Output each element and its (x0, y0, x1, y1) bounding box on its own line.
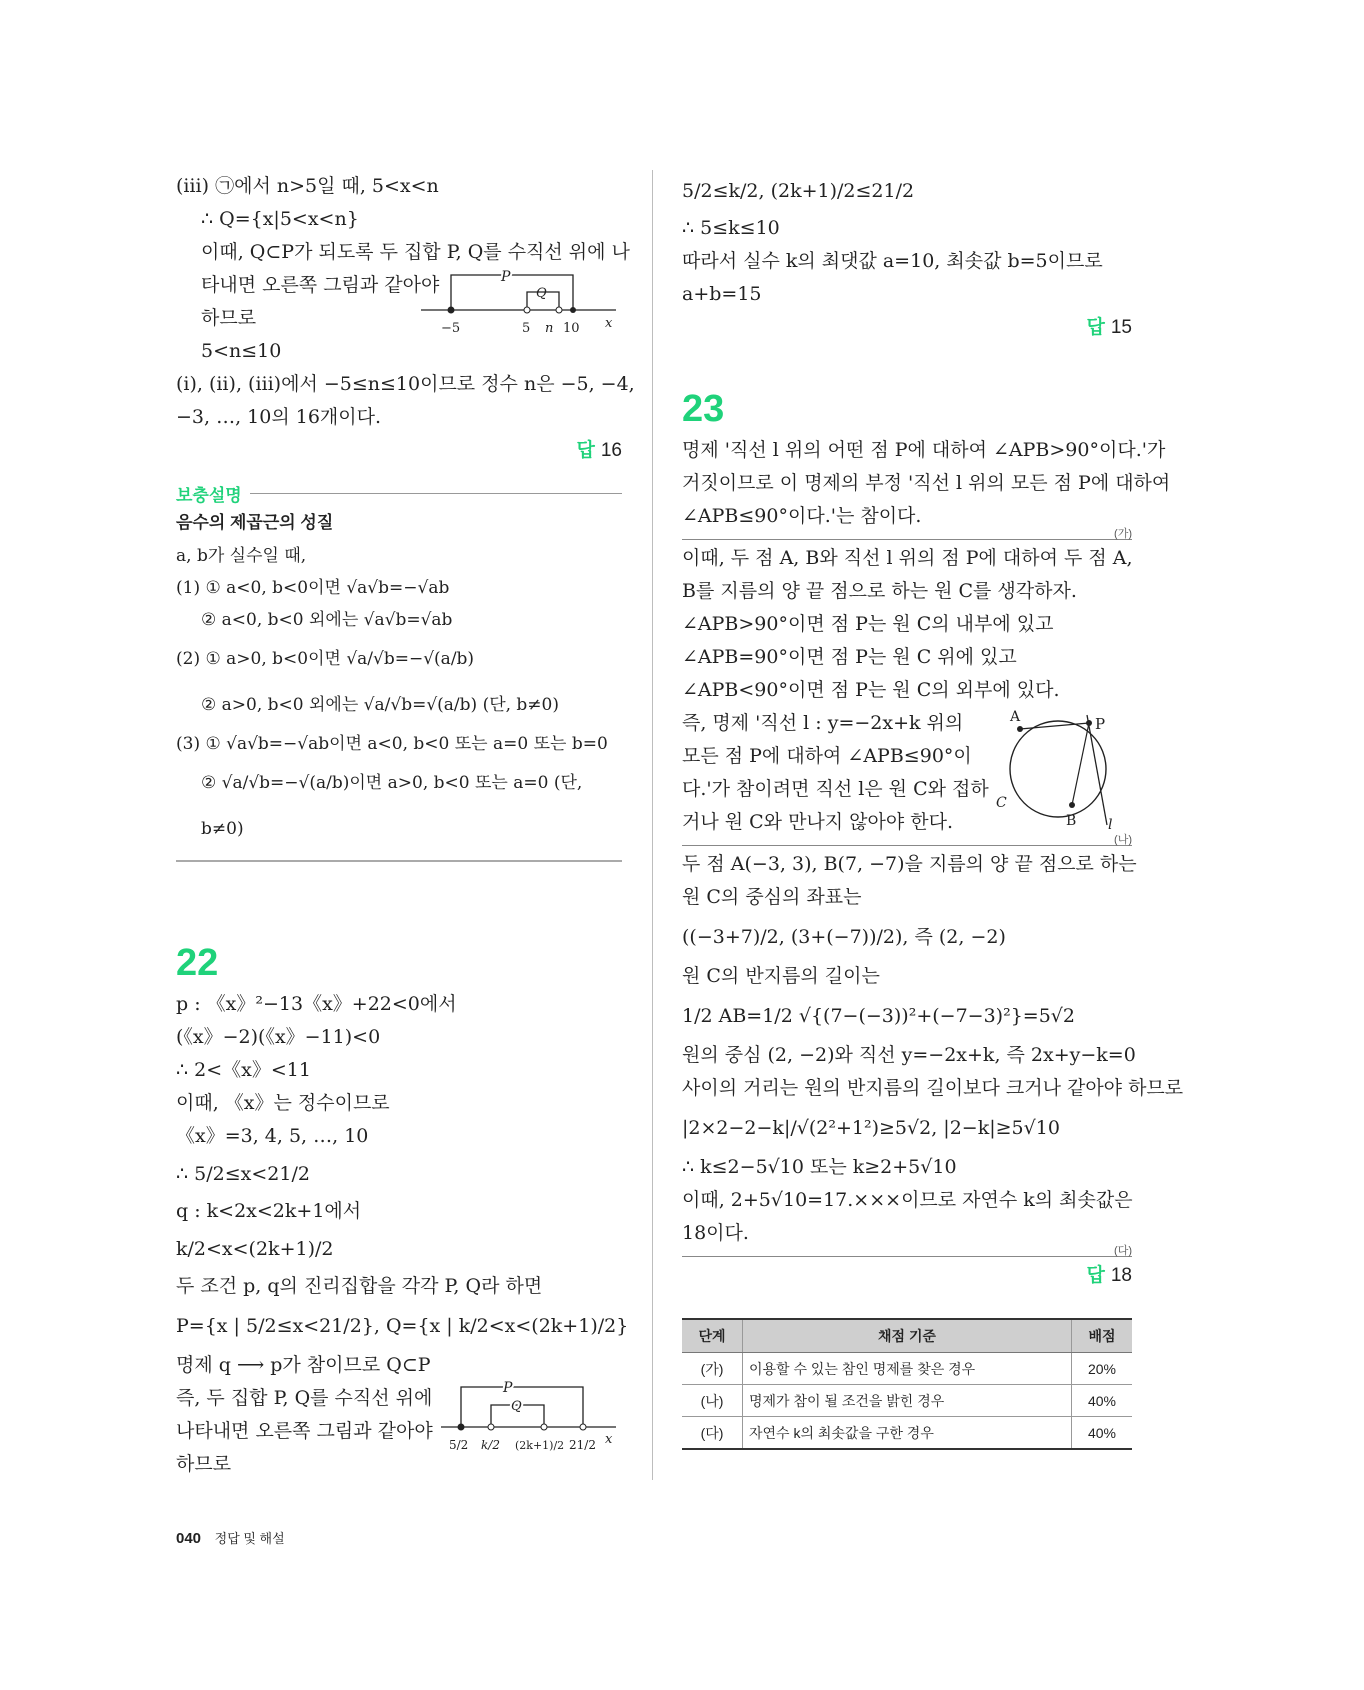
answer-label: 답 (1086, 317, 1105, 338)
text-line: 5/2≤k/2, (2k+1)/2≤21/2 (682, 180, 915, 202)
fig2-label-d: 21/2 (569, 1438, 596, 1452)
answer-value: 18 (1110, 1265, 1132, 1286)
table-cell-step: (나) (682, 1385, 743, 1417)
number-line-figure-1 (421, 265, 621, 345)
text-line: 이때, Q⊂P가 되도록 두 집합 P, Q를 수직선 위에 나 (201, 241, 630, 263)
marker-na: (나) (1114, 834, 1132, 846)
right-column (682, 170, 1184, 1450)
supp-line: ② a>0, b<0 외에는 √a/√b=√(a/b) (단, b≠0) (201, 695, 559, 715)
text-line: 즉, 명제 '직선 l : y=−2x+k 위의 (682, 712, 964, 734)
table-header: 채점 기준 (743, 1319, 1072, 1353)
fig1-label-n: n (545, 321, 554, 336)
text-line: 거짓이므로 이 명제의 부정 '직선 l 위의 모든 점 P에 대하여 (682, 472, 1171, 494)
answer-21 (176, 434, 622, 467)
marker-rule-da (682, 1245, 1132, 1257)
fig1-label-P: P (501, 269, 511, 285)
text-line: 나타내면 오른쪽 그림과 같아야 (176, 1420, 433, 1442)
text-line: (《x》−2)(《x》−11)<0 (176, 1026, 381, 1048)
scoring-table (682, 1318, 1132, 1450)
text-line: 즉, 두 집합 P, Q를 수직선 위에 (176, 1387, 433, 1409)
table-cell-step: (다) (682, 1417, 743, 1450)
fig3-label-l: l (1108, 817, 1113, 833)
text-line: k/2<x<(2k+1)/2 (176, 1238, 334, 1260)
table-cell-criterion: 이용할 수 있는 참인 명제를 찾은 경우 (743, 1353, 1072, 1385)
fig3-label-C: C (996, 795, 1007, 811)
supp-line: (2) ① a>0, b<0이면 √a/√b=−√(a/b) (176, 649, 475, 669)
problem21-case-iii (176, 170, 630, 368)
text-line: 1/2 AB=1/2 √{(7−(−3))²+(−7−3)²}=5√2 (682, 1005, 1075, 1027)
marker-rule-na (682, 834, 1132, 846)
text-line: ∴ 5/2≤x<21/2 (176, 1163, 310, 1185)
table-cell-score: 40% (1072, 1417, 1133, 1450)
fig3-label-B: B (1066, 813, 1077, 829)
text-line: ∠APB=90°이면 점 P는 원 C 위에 있고 (682, 646, 1017, 668)
fig2-label-Q: Q (511, 1399, 522, 1414)
text-line: a+b=15 (682, 283, 762, 305)
supp-line: ② √a/√b=−√(a/b)이면 a>0, b<0 또는 a=0 (단, b≠0) (201, 773, 583, 839)
text-line: 원 C의 중심의 좌표는 (682, 886, 862, 908)
text-line: ∴ 5≤k≤10 (682, 217, 780, 239)
table-cell-criterion: 자연수 k의 최솟값을 구한 경우 (743, 1417, 1072, 1450)
table-header: 단계 (682, 1319, 743, 1353)
answer-23 (682, 1259, 1132, 1292)
supp-line: (1) ① a<0, b<0이면 √a√b=−√ab (176, 578, 450, 598)
text-line: B를 지름의 양 끝 점으로 하는 원 C를 생각하자. (682, 580, 1077, 602)
text-line: 하므로 (201, 307, 257, 329)
fig1-label-Q: Q (536, 286, 547, 301)
supplement-title: 음수의 제곱근의 성질 (176, 513, 334, 532)
page-number: 040 (176, 1530, 202, 1547)
number-line-figure-2 (441, 1377, 621, 1477)
text-line: 18이다. (682, 1222, 749, 1244)
text-line: ∴ 2<《x》<11 (176, 1059, 311, 1081)
problem-number-22: 22 (176, 942, 219, 984)
table-header-row (682, 1319, 1132, 1353)
problem22-figure-block (176, 1349, 622, 1481)
text-line: 모든 점 P에 대하여 ∠APB≤90°이 (682, 745, 972, 767)
fig1-label-x: x (605, 316, 613, 331)
answer-value: 16 (600, 440, 622, 461)
supplement-label: 보충설명 (176, 486, 242, 505)
text-line: 타내면 오른쪽 그림과 같아야 (201, 274, 440, 296)
table-row (682, 1417, 1132, 1450)
supplement-rule (250, 493, 622, 494)
supplement-header (176, 481, 622, 506)
text-line: 명제 q ⟶ p가 참이므로 Q⊂P (176, 1354, 431, 1376)
table-cell-score: 20% (1072, 1353, 1133, 1385)
fig1-label-10: 10 (563, 321, 580, 336)
problem-number-23: 23 (682, 388, 725, 430)
text-line: ∠APB≤90°이다.'는 참이다. (682, 505, 922, 527)
text-line: ((−3+7)/2, (3+(−7))/2), 즉 (2, −2) (682, 926, 1006, 948)
table-header: 배점 (1072, 1319, 1133, 1353)
text-line: (ⅰ), (ⅱ), (ⅲ)에서 −5≤n≤10이므로 정수 n은 −5, −4, (176, 373, 635, 395)
table-row (682, 1353, 1132, 1385)
text-line: −3, …, 10의 16개이다. (176, 406, 382, 428)
table-row (682, 1385, 1132, 1417)
answer-label: 답 (1086, 1265, 1105, 1286)
fig2-label-b: k/2 (481, 1438, 500, 1452)
text-line: ∠APB<90°이면 점 P는 원 C의 외부에 있다. (682, 679, 1060, 701)
fig2-label-a: 5/2 (449, 1438, 469, 1452)
answer-value: 15 (1110, 317, 1132, 338)
fig2-label-x: x (605, 1432, 613, 1447)
text-line: q : k<2x<2k+1에서 (176, 1200, 362, 1222)
table-cell-step: (가) (682, 1353, 743, 1385)
text-line: 원 C의 반지름의 길이는 (682, 965, 880, 987)
fig1-label-5: 5 (522, 321, 531, 336)
left-column (176, 170, 635, 1481)
text-line: P={x | 5/2≤x<21/2}, Q={x | k/2<x<(2k+1)/2} (176, 1315, 629, 1337)
supp-line: ② a<0, b<0 외에는 √a√b=√ab (201, 610, 453, 630)
text-line: 거나 원 C와 만나지 않아야 한다. (682, 811, 954, 833)
marker-da: (다) (1114, 1245, 1132, 1257)
text-line: 5<n≤10 (201, 340, 282, 362)
column-divider (652, 170, 653, 1480)
text-line: 두 점 A(−3, 3), B(7, −7)을 지름의 양 끝 점으로 하는 (682, 853, 1137, 875)
problem23-figure-block (682, 707, 1132, 839)
fig3-label-A: A (1010, 709, 1021, 725)
text-line: ∴ Q={x|5<x<n} (201, 208, 359, 230)
table-cell-score: 40% (1072, 1385, 1133, 1417)
text-line: 사이의 거리는 원의 반지름의 길이보다 크거나 같아야 하므로 (682, 1077, 1184, 1099)
text-line: 하므로 (176, 1453, 232, 1475)
marker-rule-ga (682, 528, 1132, 540)
text-line: 다.'가 참이려면 직선 l은 원 C와 접하 (682, 778, 989, 800)
supp-line: a, b가 실수일 때, (176, 546, 307, 566)
fig2-label-P: P (503, 1380, 513, 1396)
text-line: ∠APB>90°이면 점 P는 원 C의 내부에 있고 (682, 613, 1054, 635)
text-line: p : 《x》²−13《x》+22<0에서 (176, 993, 457, 1015)
answer-22 (682, 311, 1132, 344)
text-line: |2×2−2−k|/√(2²+1²)≥5√2, |2−k|≥5√10 (682, 1117, 1060, 1139)
page-footer (176, 1528, 285, 1547)
fig2-label-c: (2k+1)/2 (515, 1439, 565, 1452)
marker-ga: (가) (1114, 528, 1132, 540)
answer-label: 답 (576, 440, 595, 461)
text-line: 《x》=3, 4, 5, …, 10 (176, 1125, 369, 1147)
fig3-label-P: P (1095, 715, 1106, 733)
text-line: ∴ k≤2−5√10 또는 k≥2+5√10 (682, 1156, 957, 1178)
fig1-label-m5: −5 (441, 321, 461, 336)
text-line: 두 조건 p, q의 진리집합을 각각 P, Q라 하면 (176, 1275, 543, 1297)
footer-text: 정답 및 해설 (214, 1531, 285, 1546)
text-line: 이때, 두 점 A, B와 직선 l 위의 점 P에 대하여 두 점 A, (682, 547, 1133, 569)
table-cell-criterion: 명제가 참이 될 조건을 밝힌 경우 (743, 1385, 1072, 1417)
circle-tangent-figure (992, 707, 1132, 837)
text-line: 원의 중심 (2, −2)와 직선 y=−2x+k, 즉 2x+y−k=0 (682, 1044, 1136, 1066)
text-line: 이때, 2+5√10=17.×××이므로 자연수 k의 최솟값은 (682, 1189, 1133, 1211)
text-line: 명제 '직선 l 위의 어떤 점 P에 대하여 ∠APB>90°이다.'가 (682, 439, 1166, 461)
text-line: 따라서 실수 k의 최댓값 a=10, 최솟값 b=5이므로 (682, 250, 1103, 272)
text-line: 이때, 《x》는 정수이므로 (176, 1092, 390, 1114)
supp-line: (3) ① √a√b=−√ab이면 a<0, b<0 또는 a=0 또는 b=0 (176, 734, 608, 754)
text-line: (ⅲ) ㉠에서 n>5일 때, 5<x<n (176, 175, 439, 197)
